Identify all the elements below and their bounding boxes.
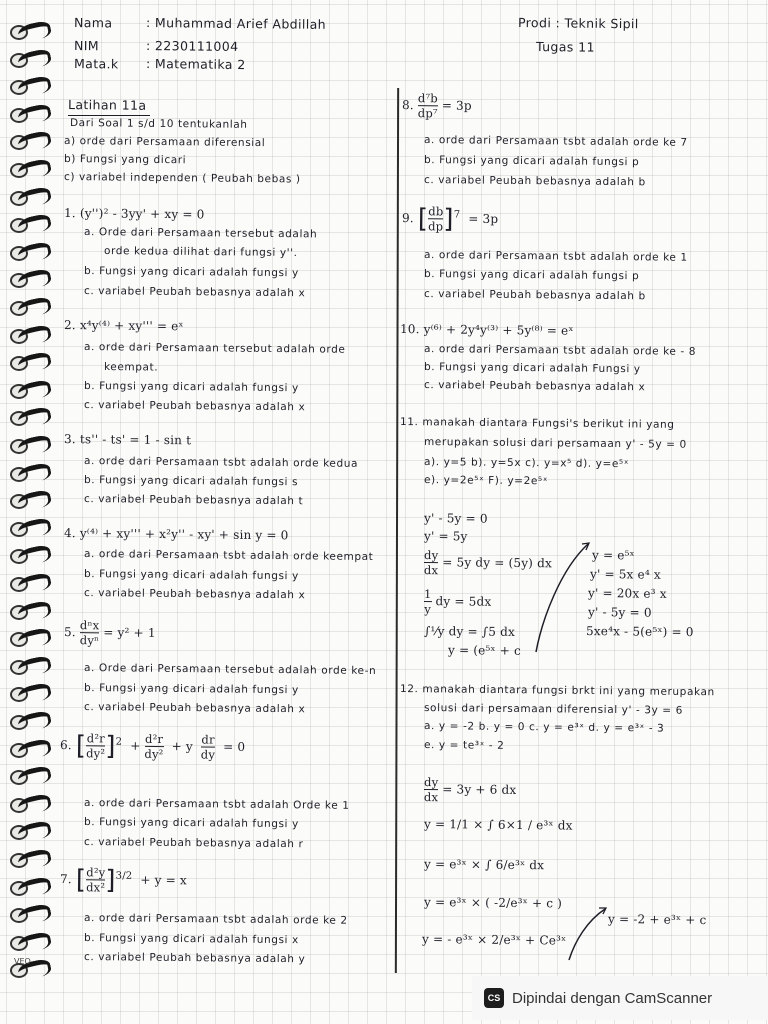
q9-frac-bottom: dp <box>428 219 444 234</box>
q6-bracket-close: ] <box>105 730 116 762</box>
q7-fraction <box>86 866 105 893</box>
q11-step4-rest: dy = 5dx <box>435 594 492 609</box>
q9-bracket-open: [ <box>417 203 429 234</box>
q8-frac-top: d⁷b <box>417 91 438 106</box>
spiral-ring <box>8 436 52 452</box>
q3-answer-c: c. variabel Peubah bebasnya adalah t <box>83 493 304 508</box>
q2-answer-b: b. Fungsi yang dicari adalah fungsi y <box>83 380 299 395</box>
spiral-ring <box>8 850 52 866</box>
spiral-ring <box>8 270 52 286</box>
spiral-ring <box>8 353 52 369</box>
spiral-ring <box>8 464 52 480</box>
q6-end: = 0 <box>223 739 246 754</box>
spiral-ring <box>8 905 52 921</box>
nama-value: : Muhammad Arief Abdillah <box>145 15 327 32</box>
q12-step-3: y = e³ˣ × ∫ 6/e³ˣ dx <box>423 857 545 873</box>
q12-step1-fraction <box>424 776 439 803</box>
spiral-ring <box>8 132 52 148</box>
q11-s3-bottom: dx <box>423 563 439 578</box>
q9-exponent: 7 <box>453 209 461 221</box>
q11-connector-arrow <box>532 540 592 655</box>
q9-answer-a: a. orde dari Persamaan tsbt adalah orde ke 1 <box>423 249 688 264</box>
q7-answer-b: b. Fungsi yang dicari adalah fungsi x <box>83 932 299 947</box>
q11-check-2: y' = 5x e⁴ x <box>589 567 661 582</box>
q7-rhs: + y = x <box>140 872 187 888</box>
q4-answer-b: b. Fungsi yang dicari adalah fungsi y <box>83 568 299 583</box>
q12-step-4: y = e³ˣ × ( -2/e³ˣ + c ) <box>423 895 563 911</box>
q9-number: 9. <box>401 211 414 226</box>
spiral-ring <box>8 22 52 38</box>
q7-frac-bottom: dx² <box>86 880 106 895</box>
q12-connector-arrow <box>565 903 610 963</box>
q6-f3-top: dr <box>201 732 215 747</box>
q4-answer-c: c. variabel Peubah bebasnya adalah x <box>83 587 306 602</box>
matkul-value: : Matematika 2 <box>145 56 246 73</box>
q2-answer-c: c. variabel Peubah bebasnya adalah x <box>83 399 306 414</box>
q1-answer-a2: orde kedua dilihat dari fungsi y''. <box>103 245 298 260</box>
q12-options-1: a. y = -2 b. y = 0 c. y = e³ˣ d. y = e³ˣ - 3 <box>423 720 665 735</box>
spiral-ring <box>8 243 52 259</box>
q5-fraction <box>80 619 100 646</box>
q7-answer-a: a. orde dari Persamaan tsbt adalah orde ke 2 <box>83 912 348 927</box>
q1-equation: 1. (y'')² - 3yy' + xy = 0 <box>63 206 205 222</box>
q5-rhs: = y² + 1 <box>103 625 156 640</box>
q11-options-2: e). y=2e⁵ˣ F). y=2e⁵ˣ <box>423 474 549 488</box>
spiral-ring <box>8 326 52 342</box>
spiral-ring <box>8 712 52 728</box>
intro-c: c) variabel independen ( Peubah bebas ) <box>63 171 301 186</box>
q11-step-2: y' = 5y <box>423 529 468 544</box>
q6-f1-top: d²r <box>86 731 105 746</box>
q11-check-5: 5xe⁴x - 5(e⁵ˣ) = 0 <box>585 624 694 640</box>
q6-exponent: 2 <box>115 736 123 748</box>
q11-step-4 <box>424 588 492 616</box>
q2-answer-a2: keempat. <box>103 361 159 374</box>
spiral-ring <box>8 160 52 176</box>
q12-question-1: 12. manakah diantara fungsi brkt ini yang merupakan <box>399 683 715 699</box>
q5-equation <box>64 619 156 647</box>
q11-s4-top: 1 <box>424 587 432 602</box>
q3-equation: 3. ts'' - ts' = 1 - sin t <box>63 432 192 448</box>
q6-fraction-3 <box>201 733 216 760</box>
veo-mark: VEO <box>14 957 31 966</box>
q12-step-2: y = 1/1 × ∫ 6×1 / e³ˣ dx <box>423 817 573 833</box>
spiral-ring <box>8 629 52 645</box>
intro-b: b) Fungsi yang dicari <box>63 153 187 167</box>
title-underline <box>68 115 150 116</box>
tugas-text: Tugas 11 <box>535 39 595 55</box>
column-divider-line <box>395 88 399 973</box>
q5-number: 5. <box>63 625 76 640</box>
q12-step-5: y = - e³ˣ × 2/e³ˣ + Ce³ˣ <box>421 932 567 948</box>
q6-fraction-1 <box>86 732 105 759</box>
spiral-ring <box>8 519 52 535</box>
q11-s4-bottom: y <box>424 602 432 617</box>
spiral-ring <box>8 381 52 397</box>
q6-answer-a: a. orde dari Persamaan tsbt adalah Orde ke 1 <box>83 797 350 812</box>
q12-final-answer: y = -2 + e³ˣ + c <box>607 912 707 928</box>
camscanner-logo-icon: CS <box>484 988 504 1008</box>
q8-answer-a: a. orde dari Persamaan tsbt adalah orde ke 7 <box>423 134 688 149</box>
spiral-ring <box>8 105 52 121</box>
q5-answer-b: b. Fungsi yang dicari adalah fungsi y <box>83 682 299 697</box>
q2-answer-a1: a. orde dari Persamaan tersebut adalah orde <box>83 341 346 356</box>
q8-answer-c: c. variabel Peubah bebasnya adalah b <box>423 174 646 189</box>
q6-f1-bottom: dy² <box>86 746 106 761</box>
q11-question-1: 11. manakah diantara Fungsi's berikut ini yang <box>399 416 675 431</box>
spiral-ring <box>8 546 52 562</box>
spiral-ring <box>8 602 52 618</box>
q7-frac-top: d²y <box>86 865 106 880</box>
q11-s3-top: dy <box>424 548 439 563</box>
q11-step-6: y = (e⁵ˣ + c <box>447 643 522 658</box>
spiral-ring <box>8 684 52 700</box>
q11-check-4: y' - 5y = 0 <box>587 605 652 620</box>
q12-step-1 <box>424 776 517 804</box>
q4-equation: 4. y⁽⁴⁾ + xy''' + x²y'' - xy' + sin y = 0 <box>63 526 289 543</box>
q11-step3-fraction <box>424 549 439 576</box>
spiral-ring <box>8 767 52 783</box>
q9-answer-b: b. Fungsi yang dicari adalah fungsi p <box>423 268 640 283</box>
spiral-ring <box>8 408 52 424</box>
spiral-ring <box>8 795 52 811</box>
intro-text: Dari Soal 1 s/d 10 tentukanlah <box>69 117 248 131</box>
camscanner-text: Dipindai dengan CamScanner <box>512 989 713 1007</box>
spiral-binding <box>8 0 60 1024</box>
q11-check-3: y' = 20x e³ x <box>587 586 667 601</box>
q5-frac-top: dⁿx <box>79 618 100 633</box>
q6-number: 6. <box>59 738 72 753</box>
q11-step4-fraction <box>424 588 432 615</box>
q12-options-2: e. y = te³ˣ - 2 <box>423 739 505 752</box>
spiral-ring <box>8 657 52 673</box>
spiral-ring <box>8 50 52 66</box>
q1-answer-a1: a. Orde dari Persamaan tersebut adalah <box>83 226 318 241</box>
q11-step3-rest: = 5y dy = (5y) dx <box>442 555 553 571</box>
q5-answer-a: a. Orde dari Persamaan tersebut adalah orde ke-n <box>83 662 377 678</box>
q9-fraction <box>428 205 443 232</box>
q11-options-1: a). y=5 b). y=5x c). y=x⁵ d). y=e⁵ˣ <box>423 456 630 471</box>
q3-answer-a: a. orde dari Persamaan tsbt adalah orde kedua <box>83 455 359 470</box>
q6-f2-bottom: dy² <box>144 746 164 762</box>
spiral-ring <box>8 491 52 507</box>
q4-answer-a: a. orde dari Persamaan tsbt adalah orde keempat <box>83 548 374 564</box>
spiral-ring <box>8 822 52 838</box>
q7-bracket-open: [ <box>75 864 87 895</box>
q6-answer-b: b. Fungsi yang dicari adalah fungsi y <box>83 816 299 831</box>
q2-equation: 2. x⁴y⁽⁴⁾ + xy''' = eˣ <box>63 318 184 334</box>
q7-equation <box>60 866 187 894</box>
q12-s1-bottom: dx <box>423 790 439 805</box>
q8-fraction <box>418 92 438 119</box>
q6-f3-bottom: dy <box>200 747 216 762</box>
q1-answer-c: c. variabel Peubah bebasnya adalah x <box>83 285 306 300</box>
q10-answer-c: c. variabel Peubah bebasnya adalah x <box>423 379 646 394</box>
prodi-text: Prodi : Teknik Sipil <box>517 15 639 32</box>
spiral-ring <box>8 298 52 314</box>
q6-fraction-2 <box>144 733 163 760</box>
spiral-ring <box>8 878 52 894</box>
q9-equation <box>402 205 499 233</box>
nama-label: Nama <box>73 15 113 31</box>
q6-f2-top: d²r <box>145 731 164 747</box>
q8-rhs: = 3p <box>441 98 472 113</box>
q11-step-5: ∫¹⁄y dy = ∫5 dx <box>423 624 516 639</box>
q3-answer-b: b. Fungsi yang dicari adalah fungsi s <box>83 474 299 489</box>
nim-value: : 2230111004 <box>145 38 239 54</box>
q6-equation: 6. [ $\frac{\text{d²r}}{\text{dy²}}$ ]$^2$ + $\frac{\text{d²r}}{\text{dy²}}$ + y $\frac{dr}{dy}$ = 0 <box>59 730 246 762</box>
q10-answer-b: b. Fungsi yang dicari adalah Fungsi y <box>423 361 641 376</box>
q6-answer-c: c. variabel Peubah bebasnya adalah r <box>83 836 304 851</box>
spiral-ring <box>8 215 52 231</box>
q5-answer-c: c. variabel Peubah bebasnya adalah x <box>83 701 306 716</box>
spiral-ring <box>8 188 52 204</box>
q6-middle: + y <box>171 739 193 754</box>
q10-equation: 10. y⁽⁶⁾ + 2y⁴y⁽³⁾ + 5y⁽⁸⁾ = eˣ <box>399 322 574 338</box>
q12-step1-rest: = 3y + 6 dx <box>442 782 517 797</box>
q9-frac-top: db <box>428 204 444 219</box>
q7-bracket-close: ] <box>105 864 116 896</box>
camscanner-watermark <box>472 976 768 1020</box>
q9-answer-c: c. variabel Peubah bebasnya adalah b <box>423 288 646 303</box>
q12-s1-top: dy <box>424 775 439 790</box>
matkul-label: Mata.k <box>73 56 119 72</box>
q6-bracket-open: [ <box>75 730 87 761</box>
intro-a: a) orde dari Persamaan diferensial <box>63 135 266 150</box>
q8-equation <box>402 92 472 120</box>
spiral-ring <box>8 933 52 949</box>
nim-label: NIM <box>73 38 100 54</box>
q11-step-1: y' - 5y = 0 <box>423 511 488 526</box>
spiral-ring <box>8 77 52 93</box>
spiral-ring <box>8 740 52 756</box>
q7-exponent: 3/2 <box>115 870 133 882</box>
q9-rhs: = 3p <box>468 211 499 227</box>
q9-bracket-close: ] <box>443 203 454 235</box>
q11-question-2: merupakan solusi dari persamaan y' - 5y = 0 <box>423 436 687 451</box>
q7-answer-c: c. variabel Peubah bebasnya adalah y <box>83 951 306 966</box>
q8-number: 8. <box>401 98 414 113</box>
q5-frac-bottom: dyⁿ <box>79 633 100 648</box>
q1-answer-b: b. Fungsi yang dicari adalah fungsi y <box>83 265 299 280</box>
q11-check-1: y = e⁵ˣ <box>591 548 635 563</box>
spiral-ring <box>8 574 52 590</box>
q7-number: 7. <box>59 872 72 887</box>
section-title: Latihan 11a <box>67 97 147 113</box>
q8-answer-b: b. Fungsi yang dicari adalah fungsi p <box>423 154 640 169</box>
q12-question-2: solusi dari persamaan diferensial y' - 3y = 6 <box>423 702 683 717</box>
q10-answer-a: a. orde dari Persamaan tsbt adalah orde ke - 8 <box>423 343 697 358</box>
q8-frac-bottom: dp⁷ <box>417 106 438 121</box>
